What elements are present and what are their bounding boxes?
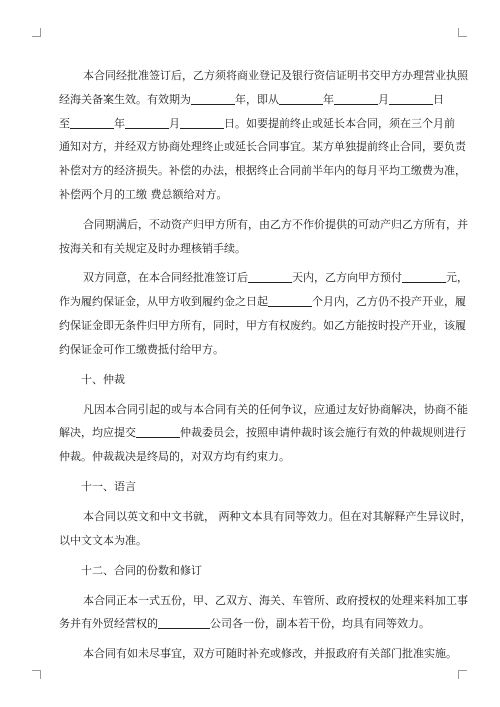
text-line: 仲裁。仲裁裁决是终局的，对双方均有约束力。	[59, 450, 290, 464]
paragraph-validity-term	[59, 64, 468, 207]
text-line	[59, 612, 443, 636]
text-fragment: 务并有外贸经营权的	[59, 617, 158, 631]
text-line: 约保证金可作工缴费抵付给甲方。	[59, 342, 224, 356]
text-fragment: 年	[323, 92, 334, 106]
text-line: 补偿两个月的工缴 费总额给对方。	[59, 187, 228, 201]
text-line: 凡因本合同引起的或与本合同有关的任何争议，应通过友好协商解决，协商不能	[83, 402, 468, 416]
text-line: 通知对方，并经双方协商处理终止或延长合同事宜。某方单独提前终止合同，要负责	[59, 140, 466, 154]
text-line: 本合同正本一式五份，甲、乙双方、海关、车管所、政府授权的处理来料加工事	[83, 593, 468, 607]
document-body	[59, 64, 472, 672]
text-line: 以中文文本为准。	[59, 533, 147, 547]
text-fragment: 作为履约保证金，从甲方收到履约金之日起	[59, 295, 268, 309]
blank-field-end-month[interactable]	[125, 115, 169, 129]
blank-field-start-month[interactable]	[334, 91, 378, 105]
text-fragment: 经海关备案生效。有效期为	[59, 92, 191, 106]
blank-field-amount[interactable]	[402, 269, 446, 283]
text-fragment: 仲裁委员会，按照申请仲裁时该会施行有效的仲裁规则进行	[180, 426, 466, 440]
text-fragment: 元，	[446, 271, 468, 285]
paragraph-asset-ownership	[59, 213, 468, 261]
section-heading-arbitration: 十、仲裁	[81, 372, 125, 386]
paragraph-arbitration	[59, 398, 468, 469]
section-heading-language: 十一、语言	[81, 479, 136, 493]
text-fragment: 日	[433, 92, 444, 106]
text-fragment: 天内，乙方向甲方预付	[292, 271, 402, 285]
page-corner-mark-top-right	[458, 28, 467, 37]
blank-field-end-day[interactable]	[180, 115, 224, 129]
blank-field-days[interactable]	[248, 269, 292, 283]
text-fragment: 至	[59, 116, 70, 130]
blank-field-arbitration-body[interactable]	[136, 424, 180, 438]
text-fragment: 月	[169, 116, 180, 130]
text-line	[59, 421, 466, 445]
text-fragment: 日。如要提前终止或延长本合同，须在三个月前	[224, 116, 455, 130]
text-line	[59, 266, 468, 290]
paragraph-copies	[59, 589, 468, 637]
blank-field-start-year[interactable]	[279, 91, 323, 105]
blank-field-company[interactable]	[158, 615, 210, 629]
text-fragment: 个月内，乙方仍不投产开业，履	[312, 295, 466, 309]
page-corner-mark-bottom-right	[458, 670, 467, 679]
text-fragment: 月	[378, 92, 389, 106]
text-fragment: 公司各一份，副本若干份，均具有同等效力。	[210, 617, 430, 631]
text-line: 合同期满后，不动资产归甲方所有，由乙方不作价提供的可动产归乙方所有，并	[83, 217, 468, 231]
text-fragment: 年	[114, 116, 125, 130]
section-heading-copies-amendments: 十二、合同的份数和修订	[81, 563, 202, 577]
page-corner-mark-bottom-left	[32, 670, 41, 679]
paragraph-amendments	[59, 642, 457, 666]
blank-field-months[interactable]	[268, 293, 312, 307]
text-line: 约保证金即无条件归甲方所有，同时，甲方有权废约。如乙方能按时投产开业，该履	[59, 318, 466, 332]
text-line: 本合同以英文和中文书就， 两种文本具有同等效力。但在对其解释产生异议时，	[83, 509, 472, 523]
paragraph-language	[59, 505, 472, 553]
text-fragment: 解决，均应提交	[59, 426, 136, 440]
paragraph-performance-bond	[59, 266, 468, 361]
text-line	[59, 290, 466, 314]
text-line: 补偿对方的经济损失。补偿的办法，根据终止合同前半年内的每月平均工缴费为准，	[59, 164, 466, 178]
text-line	[59, 88, 443, 112]
blank-field-years[interactable]	[191, 91, 235, 105]
text-line: 本合同经批准签订后，乙方须将商业登记及银行资信证明书交甲方办理营业执照	[83, 69, 468, 82]
page-corner-mark-top-left	[32, 28, 41, 37]
blank-field-end-year[interactable]	[70, 115, 114, 129]
text-line: 按海关和有关规定及时办理核销手续。	[59, 241, 246, 255]
text-fragment: 年，即从	[235, 92, 279, 106]
blank-field-start-day[interactable]	[389, 91, 433, 105]
text-line	[59, 112, 455, 136]
text-line: 本合同有如未尽事宜，双方可随时补充或修改，并报政府有关部门批准实施。	[83, 647, 457, 661]
text-fragment: 双方同意，在本合同经批准签订后	[83, 271, 248, 285]
